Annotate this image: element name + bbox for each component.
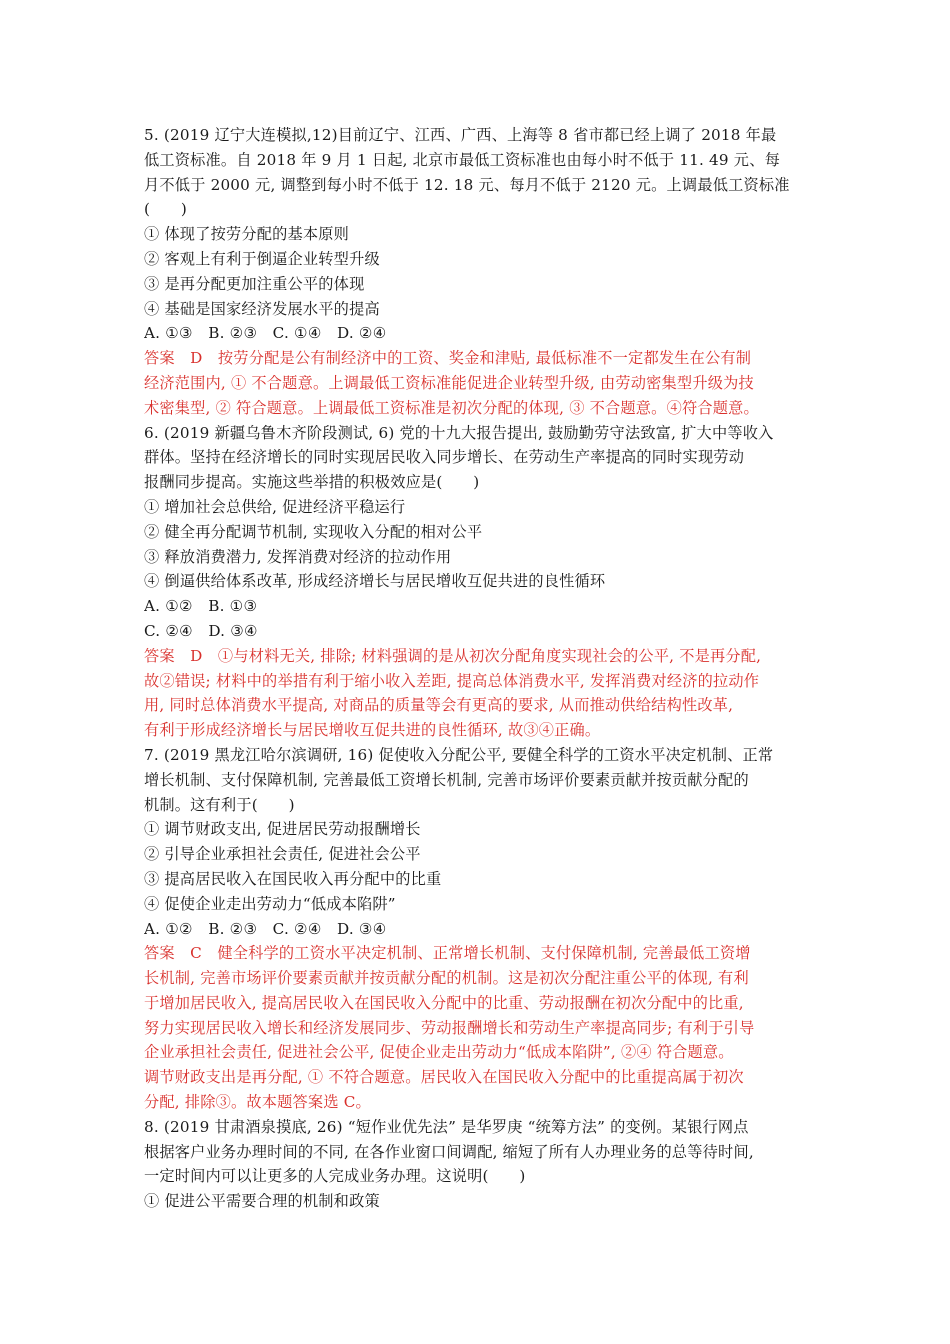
stem-line: 6. (2019 新疆乌鲁木齐阶段测试, 6) 党的十九大报告提出, 鼓励勤劳守法致富, 扩大中等收入 [144, 423, 774, 442]
stem-line: 低工资标准。自 2018 年 9 月 1 日起, 北京市最低工资标准也由每小时不低于 11. 49 元、每 [144, 150, 780, 169]
answer-line: 努力实现居民收入增长和经济发展同步、劳动报酬增长和劳动生产率提高同步; 有利于引导 [144, 1018, 755, 1037]
option-line: ④ 基础是国家经济发展水平的提高 [144, 299, 380, 318]
answer-line: 分配, 排除③。故本题答案选 C。 [144, 1093, 371, 1112]
stem-line: 报酬同步提高。实施这些举措的积极效应是( ) [144, 473, 480, 492]
stem-line: 增长机制、支付保障机制, 完善最低工资增长机制, 完善市场评价要素贡献并按贡献分配的 [144, 770, 749, 789]
choices-line: A. ①② B. ①③ [144, 597, 258, 616]
option-line: ③ 是再分配更加注重公平的体现 [144, 274, 365, 293]
question-8 [144, 1115, 808, 1214]
question-list [144, 123, 808, 1214]
option-line: ① 促进公平需要合理的机制和政策 [144, 1192, 380, 1211]
stem-line: 群体。坚持在经济增长的同时实现居民收入同步增长、在劳动生产率提高的同时实现劳动 [144, 448, 745, 467]
question-5 [144, 123, 808, 421]
stem-line: 8. (2019 甘肃酒泉摸底, 26) “短作业优先法” 是华罗庚 “统筹方法” 的变例。某银行网点 [144, 1117, 749, 1136]
answer-line: 于增加居民收入, 提高居民收入在国民收入分配中的比重、劳动报酬在初次分配中的比重, [144, 993, 744, 1012]
option-line: ① 体现了按劳分配的基本原则 [144, 225, 350, 244]
question-7 [144, 743, 808, 1115]
option-line: ④ 倒逼供给体系改革, 形成经济增长与居民增收互促共进的良性循环 [144, 572, 606, 591]
stem-line: 月不低于 2000 元, 调整到每小时不低于 12. 18 元、每月不低于 2120 元。上调最低工资标准 [144, 175, 790, 194]
answer-line: 有利于形成经济增长与居民增收互促共进的良性循环, 故③④正确。 [144, 721, 601, 740]
answer-line: 答案 C 健全科学的工资水平决定机制、正常增长机制、支付保障机制, 完善最低工资增 [144, 944, 751, 963]
stem-line: ( ) [144, 200, 188, 219]
choices-line: C. ②④ D. ③④ [144, 621, 258, 640]
answer-line: 调节财政支出是再分配, ① 不符合题意。居民收入在国民收入分配中的比重提高属于初次 [144, 1068, 744, 1087]
option-line: ③ 释放消费潜力, 发挥消费对经济的拉动作用 [144, 547, 452, 566]
choices-line: A. ①② B. ②③ C. ②④ D. ③④ [144, 919, 387, 938]
stem-line: 一定时间内可以让更多的人完成业务办理。这说明( ) [144, 1167, 526, 1186]
answer-line: 经济范围内, ① 不合题意。上调最低工资标准能促进企业转型升级, 由劳动密集型升级为技 [144, 373, 754, 392]
answer-line: 用, 同时总体消费水平提高, 对商品的质量等会有更高的要求, 从而推动供给结构性改革, [144, 696, 734, 715]
answer-line: 故②错误; 材料中的举措有利于缩小收入差距, 提高总体消费水平, 发挥消费对经济的拉动作 [144, 671, 760, 690]
option-line: ④ 促使企业走出劳动力“低成本陷阱” [144, 894, 396, 913]
stem-line: 5. (2019 辽宁大连模拟,12)目前辽宁、江西、广西、上海等 8 省市都已经上调了 2018 年最 [144, 126, 777, 144]
answer-line: 企业承担社会责任, 促进社会公平, 促使企业走出劳动力“低成本陷阱”, ②④ 符合题意。 [144, 1043, 734, 1062]
choices-line: A. ①③ B. ②③ C. ①④ D. ②④ [144, 324, 387, 343]
option-line: ② 健全再分配调节机制, 实现收入分配的相对公平 [144, 522, 483, 541]
stem-line: 7. (2019 黑龙江哈尔滨调研, 16) 促使收入分配公平, 要健全科学的工资水平决定机制、正常 [144, 745, 774, 764]
answer-line: 术密集型, ② 符合题意。上调最低工资标准是初次分配的体现, ③ 不合题意。④符合题意。 [144, 398, 759, 417]
option-line: ③ 提高居民收入在国民收入再分配中的比重 [144, 869, 442, 888]
answer-line: 答案 D ①与材料无关, 排除; 材料强调的是从初次分配角度实现社会的公平, 不是再分配, [144, 646, 762, 665]
answer-line: 长机制, 完善市场评价要素贡献并按贡献分配的机制。这是初次分配注重公平的体现, 有利 [144, 969, 749, 988]
question-6 [144, 421, 808, 743]
answer-line: 答案 D 按劳分配是公有制经济中的工资、奖金和津贴, 最低标准不一定都发生在公有制 [144, 349, 752, 368]
stem-line: 机制。这有利于( ) [144, 795, 295, 814]
option-line: ① 增加社会总供给, 促进经济平稳运行 [144, 497, 406, 516]
option-line: ② 引导企业承担社会责任, 促进社会公平 [144, 845, 421, 864]
stem-line: 根据客户业务办理时间的不同, 在各作业窗口间调配, 缩短了所有人办理业务的总等待时间, [144, 1142, 754, 1161]
option-line: ② 客观上有利于倒逼企业转型升级 [144, 249, 380, 268]
option-line: ① 调节财政支出, 促进居民劳动报酬增长 [144, 820, 421, 839]
